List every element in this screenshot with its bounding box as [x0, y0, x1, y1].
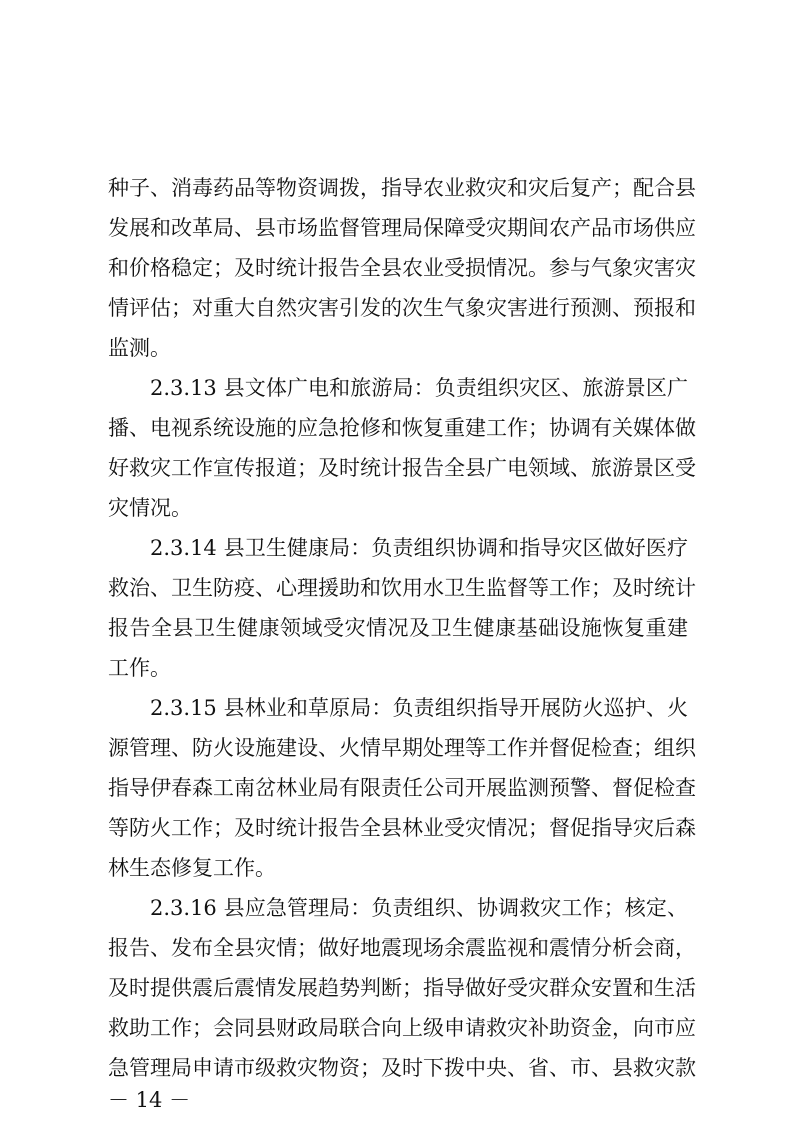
body-text-line: 指导伊春森工南岔林业局有限责任公司开展监测预警、督促检查: [108, 776, 696, 800]
body-text-line: 好救灾工作宣传报道；及时统计报告全县广电领域、旅游景区受: [108, 456, 696, 480]
section-heading-line: 2.3.13 县文体广电和旅游局：负责组织灾区、旅游景区广: [150, 376, 688, 400]
body-text-line: 工作。: [108, 656, 171, 680]
body-text-line: 救助工作；会同县财政局联合向上级申请救灾补助资金，向市应: [108, 1016, 696, 1040]
body-text-line: 源管理、防火设施建设、火情早期处理等工作并督促检查；组织: [108, 736, 696, 760]
body-text-line: 种子、消毒药品等物资调拨，指导农业救灾和灾后复产；配合县: [108, 176, 696, 200]
section-heading-line: 2.3.15 县林业和草原局：负责组织指导开展防火巡护、火: [150, 696, 688, 720]
body-text-line: 监测。: [108, 336, 171, 360]
section-heading-line: 2.3.14 县卫生健康局：负责组织协调和指导灾区做好医疗: [150, 536, 688, 560]
body-text-line: 救治、卫生防疫、心理援助和饮用水卫生监督等工作；及时统计: [108, 576, 696, 600]
body-text-line: 林生态修复工作。: [108, 856, 276, 880]
body-text-line: 播、电视系统设施的应急抢修和恢复重建工作；协调有关媒体做: [108, 416, 696, 440]
section-heading-line: 2.3.16 县应急管理局：负责组织、协调救灾工作；核定、: [150, 896, 688, 920]
page-number: － 14 －: [108, 1088, 191, 1112]
body-text-line: 及时提供震后震情发展趋势判断；指导做好受灾群众安置和生活: [108, 976, 696, 1000]
body-text-line: 报告、发布全县灾情；做好地震现场余震监视和震情分析会商，: [108, 936, 696, 960]
body-text-line: 急管理局申请市级救灾物资；及时下拨中央、省、市、县救灾款: [108, 1056, 696, 1080]
body-text-line: 报告全县卫生健康领域受灾情况及卫生健康基础设施恢复重建: [108, 616, 688, 640]
body-text-line: 情评估；对重大自然灾害引发的次生气象灾害进行预测、预报和: [108, 296, 696, 320]
body-text-line: 发展和改革局、县市场监督管理局保障受灾期间农产品市场供应: [108, 216, 696, 240]
body-text-line: 和价格稳定；及时统计报告全县农业受损情况。参与气象灾害灾: [108, 256, 696, 280]
body-text-line: 灾情况。: [108, 496, 192, 520]
body-text-line: 等防火工作；及时统计报告全县林业受灾情况；督促指导灾后森: [108, 816, 696, 840]
